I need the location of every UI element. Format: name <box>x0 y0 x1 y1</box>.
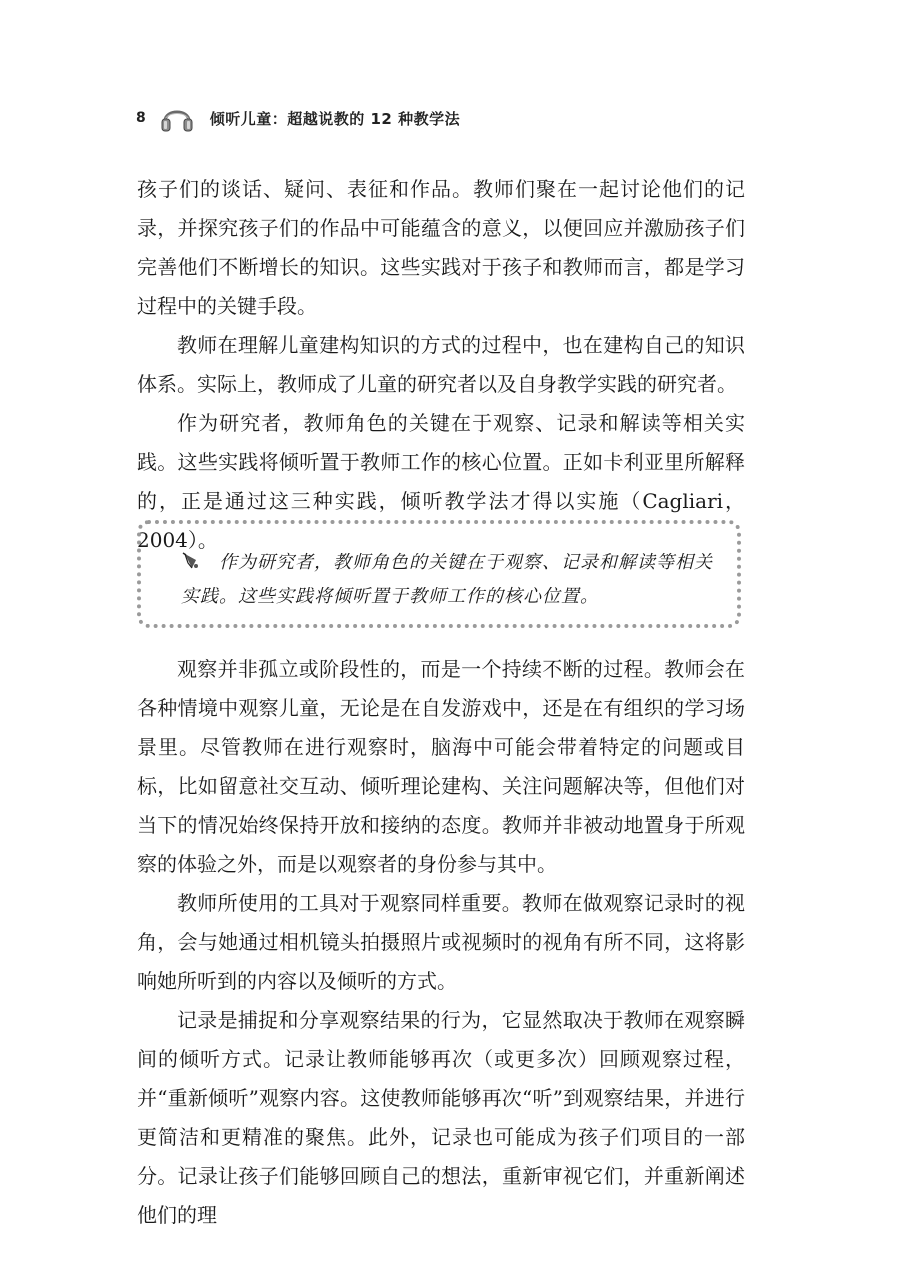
running-header <box>136 100 460 136</box>
paragraph: 孩子们的谈话、疑问、表征和作品。教师们聚在一起讨论他们的记录，并探究孩子们的作品中可能蕴含的意义，以便回应并激励孩子们完善他们不断增长的知识。这些实践对于孩子和教师而言，都是学习过程中的关键手段。 <box>137 177 745 318</box>
headphones-icon <box>160 102 194 134</box>
paragraph: 教师在理解儿童建构知识的方式的过程中，也在建构自己的知识体系。实际上，教师成了儿童的研究者以及自身教学实践的研究者。 <box>137 333 745 396</box>
pull-quote-box <box>137 520 741 628</box>
pull-quote <box>181 546 721 614</box>
paragraph: 作为研究者，教师角色的关键在于观察、记录和解读等相关实践。这些实践将倾听置于教师工作的核心位置。正如卡利亚里所解释的，正是通过这三种实践，倾听教学法才得以实施（Cagliari，2004）。 <box>137 411 745 552</box>
paragraph: 教师所使用的工具对于观察同样重要。教师在做观察记录时的视角，会与她通过相机镜头拍摄照片或视频时的视角有所不同，这将影响她所听到的内容以及倾听的方式。 <box>137 891 745 993</box>
book-title: 倾听儿童：超越说教的 12 种教学法 <box>209 109 461 128</box>
pull-quote-text: 作为研究者，教师角色的关键在于观察、记录和解读等相关实践。这些实践将倾听置于教师工作的核心位置。 <box>181 552 713 607</box>
paragraph: 记录是捕捉和分享观察结果的行为，它显然取决于教师在观察瞬间的倾听方式。记录让教师能够再次（或更多次）回顾观察过程，并“重新倾听”观察内容。这使教师能够再次“听”到观察结果，并进行更简洁和更精准的聚焦。此外，记录也可能成为孩子们项目的一部分。记录让孩子们能够回顾自己的想法，重新审视它们，并重新阐述他们的理 <box>137 1008 745 1227</box>
page-number: 8 <box>136 110 146 126</box>
bell-icon <box>181 551 203 571</box>
paragraph: 观察并非孤立或阶段性的，而是一个持续不断的过程。教师会在各种情境中观察儿童，无论是在自发游戏中，还是在有组织的学习场景里。尽管教师在进行观察时，脑海中可能会带着特定的问题或目标，比如留意社交互动、倾听理论建构、关注问题解决等，但他们对当下的情况始终保持开放和接纳的态度。教师并非被动地置身于所观察的体验之外，而是以观察者的身份参与其中。 <box>137 657 745 876</box>
body-text-bottom <box>137 650 745 1235</box>
body-text-top <box>137 170 745 560</box>
